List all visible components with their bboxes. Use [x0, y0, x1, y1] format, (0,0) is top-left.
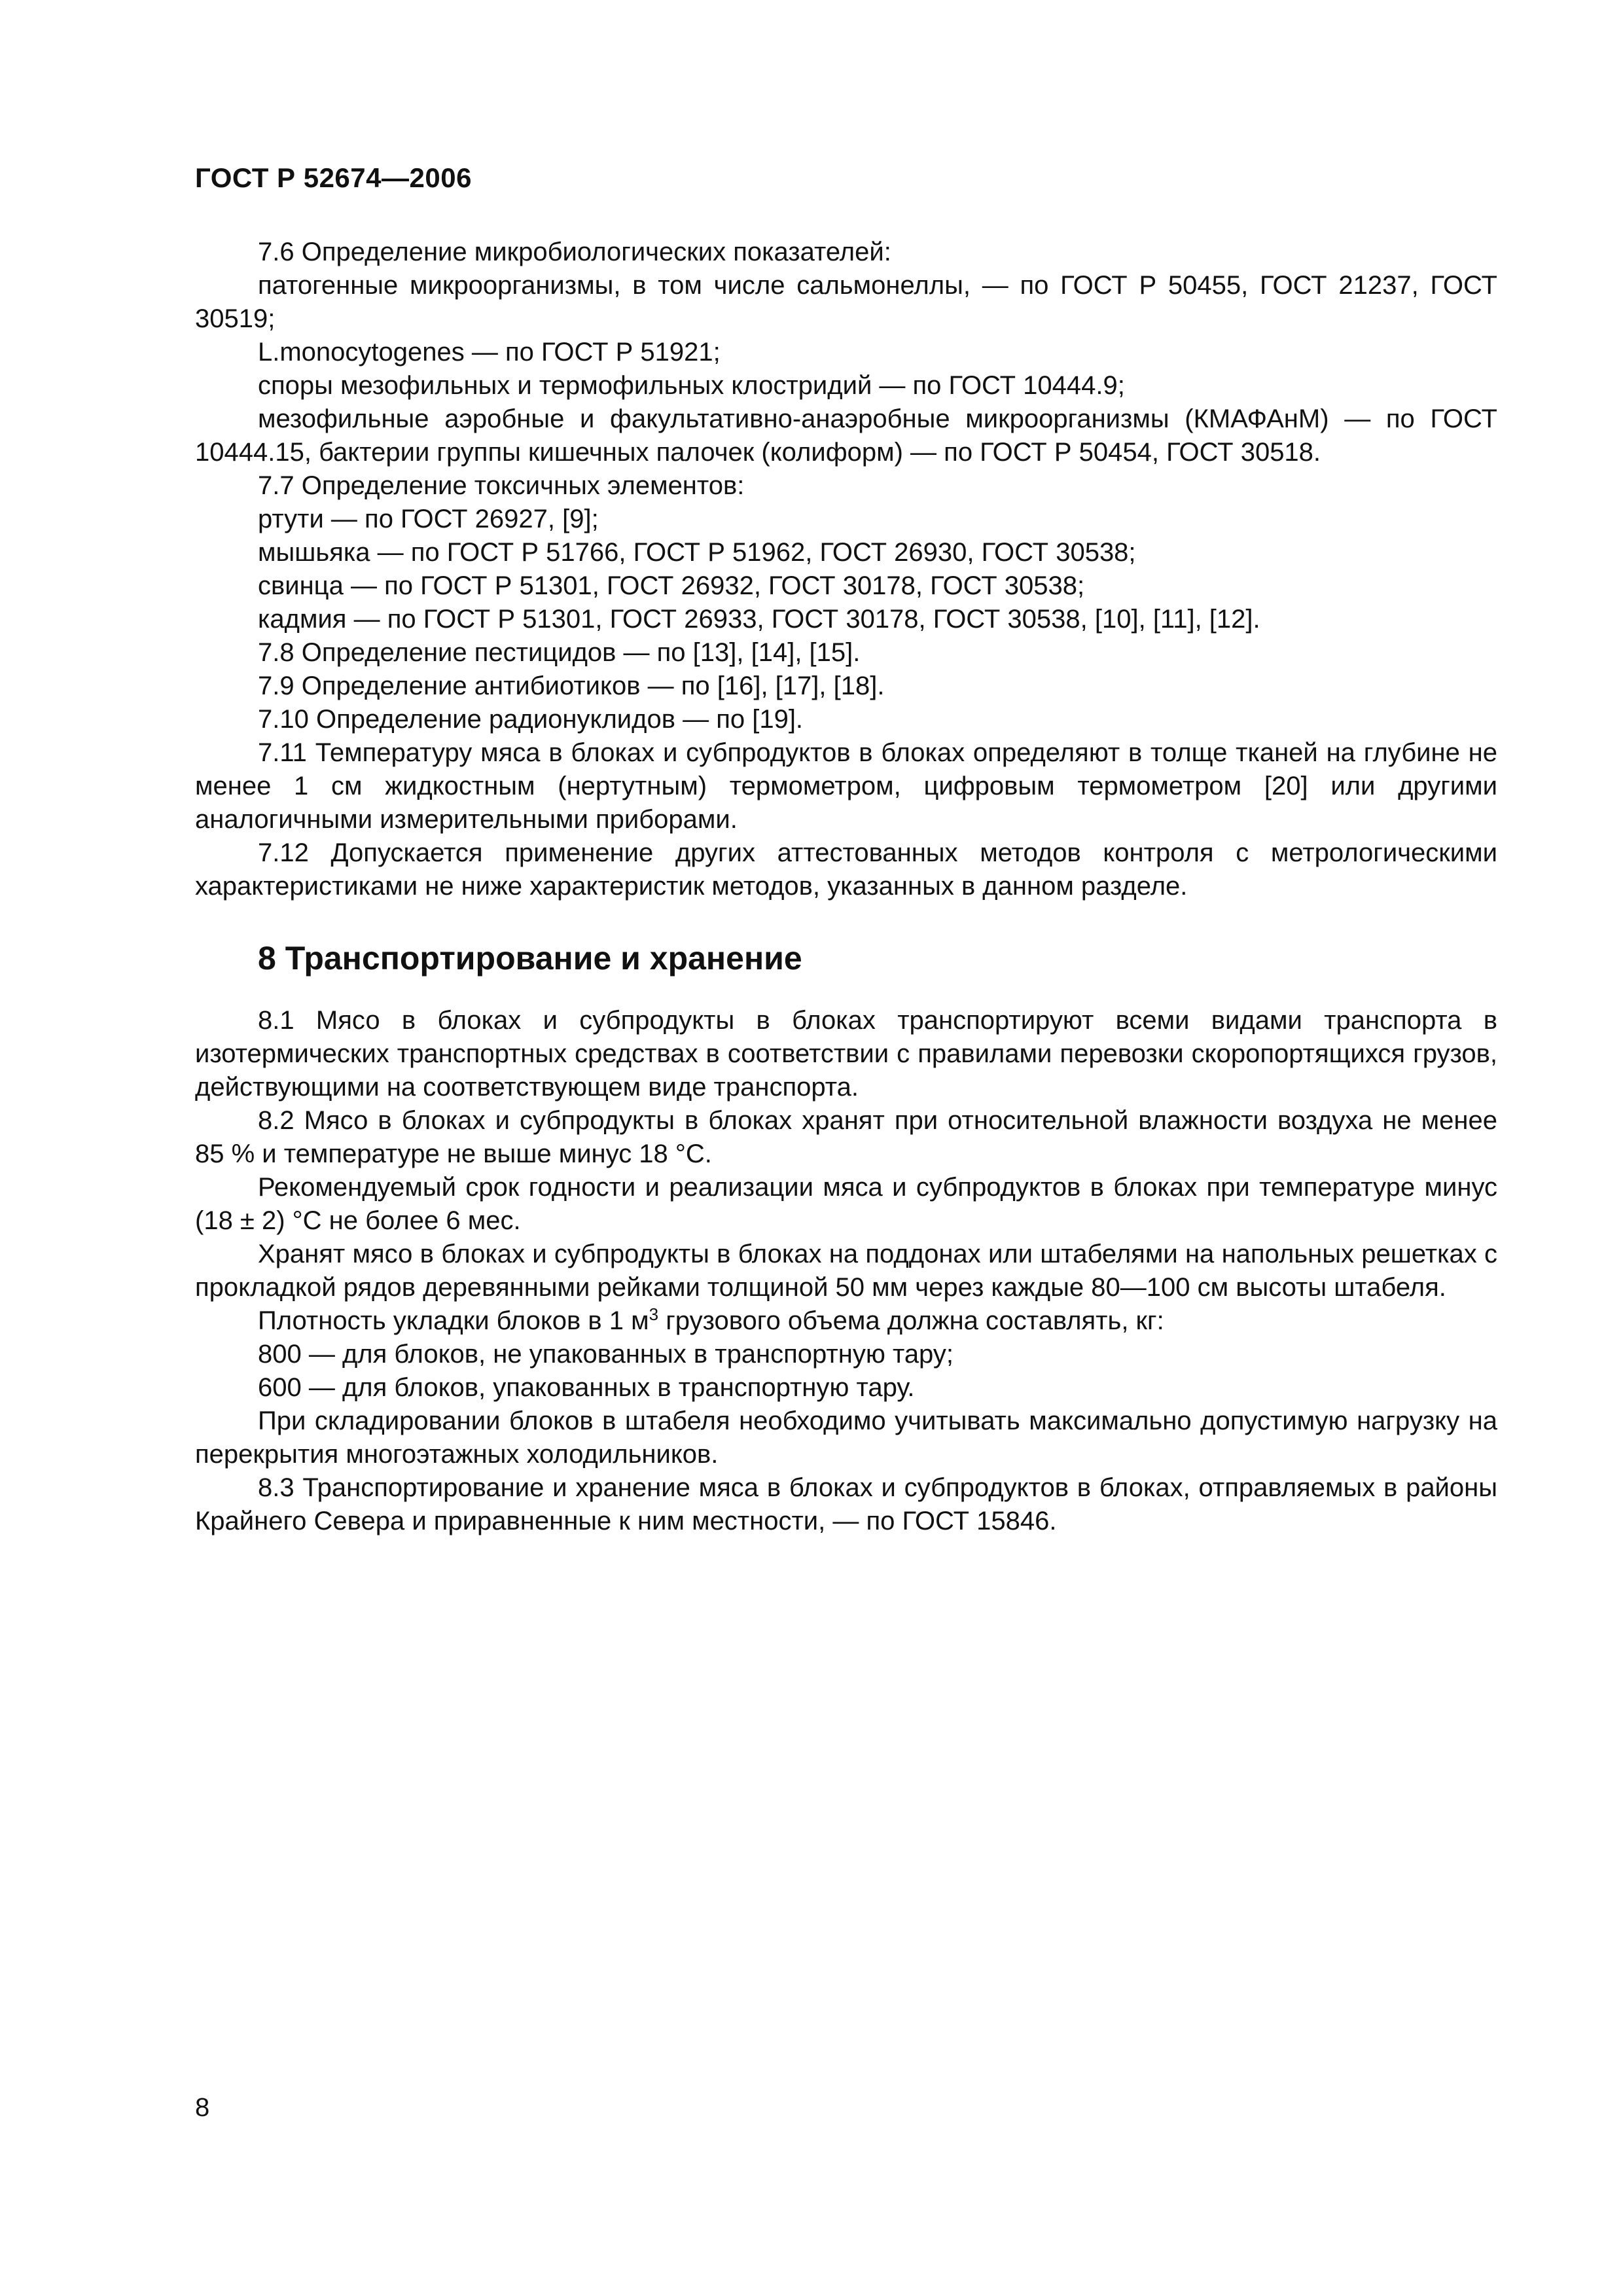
document-header: ГОСТ Р 52674—2006 — [195, 162, 472, 193]
paragraph-clostridia: споры мезофильных и термофильных клостридий — по ГОСТ 10444.9; — [258, 371, 1125, 400]
page-number: 8 — [195, 2093, 210, 2122]
paragraph-storage-method: Хранят мясо в блоках и субпродукты в блоках на поддонах или штабелями на напольных решетках с прокладкой рядов деревянными рейками толщиной 50 мм через каждые 80—100 см высоты штабеля. — [195, 1240, 1497, 1302]
paragraph-mercury: ртути — по ГОСТ 26927, [9]; — [258, 505, 599, 533]
paragraph-lead: свинца — по ГОСТ Р 51301, ГОСТ 26932, ГОСТ 30178, ГОСТ 30538; — [258, 571, 1085, 600]
document-body — [195, 236, 1497, 1538]
density-text-after: грузового объема должна составлять, кг: — [658, 1306, 1164, 1335]
paragraph-7-8: 7.8 Определение пестицидов — по [13], [14], [15]. — [258, 638, 861, 667]
density-superscript: 3 — [649, 1304, 659, 1324]
paragraph-7-7: 7.7 Определение токсичных элементов: — [258, 471, 745, 500]
section-8-title: 8 Транспортирование и хранение — [258, 940, 802, 977]
paragraph-listeria: L.monocytogenes — по ГОСТ Р 51921; — [258, 338, 721, 367]
paragraph-600: 600 — для блоков, упакованных в транспортную тару. — [258, 1373, 915, 1402]
density-text-before: Плотность укладки блоков в 1 м — [258, 1306, 649, 1335]
paragraph-8-2: 8.2 Мясо в блоках и субпродукты в блоках хранят при относительной влажности воздуха не менее 85 % и температуре не выше минус 18 °С. — [195, 1106, 1497, 1168]
paragraph-cadmium: кадмия — по ГОСТ Р 51301, ГОСТ 26933, ГОСТ 30178, ГОСТ 30538, [10], [11], [12]. — [258, 605, 1260, 634]
paragraph-arsenic: мышьяка — по ГОСТ Р 51766, ГОСТ Р 51962, ГОСТ 26930, ГОСТ 30538; — [258, 538, 1136, 567]
paragraph-stacking: При складировании блоков в штабеля необходимо учитывать максимально допустимую нагрузку на перекрытия многоэтажных холодильников. — [195, 1407, 1497, 1469]
paragraph-7-6: 7.6 Определение микробиологических показателей: — [258, 238, 891, 266]
paragraph-8-3: 8.3 Транспортирование и хранение мяса в блоках и субпродуктов в блоках, отправляемых в районы Крайнего Севера и приравненные к ним местности, — по ГОСТ 15846. — [195, 1473, 1497, 1535]
paragraph-7-9: 7.9 Определение антибиотиков — по [16], [17], [18]. — [258, 672, 885, 700]
paragraph-7-11: 7.11 Температуру мяса в блоках и субпродуктов в блоках определяют в толще тканей на глубине не менее 1 см жидкостным (нертутным) термометром, цифровым термометром [20] или другими аналогичными измерительными приборами. — [195, 738, 1497, 834]
paragraph-7-12: 7.12 Допускается применение других аттестованных методов контроля с метрологическими характеристиками не ниже характеристик методов, указанных в данном разделе. — [195, 838, 1497, 901]
paragraph-7-10: 7.10 Определение радионуклидов — по [19]. — [258, 705, 804, 734]
paragraph-shelf-life: Рекомендуемый срок годности и реализации мяса и субпродуктов в блоках при температуре минус (18 ± 2) °С не более 6 мес. — [195, 1173, 1497, 1235]
paragraph-8-1: 8.1 Мясо в блоках и субпродукты в блоках транспортируют всеми видами транспорта в изотермических транспортных средствах в соответствии с правилами перевозки скоропортящихся грузов, действующими на соответствующем виде транспорта. — [195, 1006, 1497, 1102]
paragraph-pathogens: патогенные микроорганизмы, в том числе сальмонеллы, — по ГОСТ Р 50455, ГОСТ 21237, ГОСТ 30519; — [195, 271, 1497, 333]
paragraph-800: 800 — для блоков, не упакованных в транспортную тару; — [258, 1340, 954, 1369]
paragraph-density — [195, 1304, 1497, 1338]
paragraph-kmafanm: мезофильные аэробные и факультативно-анаэробные микроорганизмы (КМАФАнМ) — по ГОСТ 10444.15, бактерии группы кишечных палочек (колиформ) — по ГОСТ Р 50454, ГОСТ 30518. — [195, 404, 1497, 467]
